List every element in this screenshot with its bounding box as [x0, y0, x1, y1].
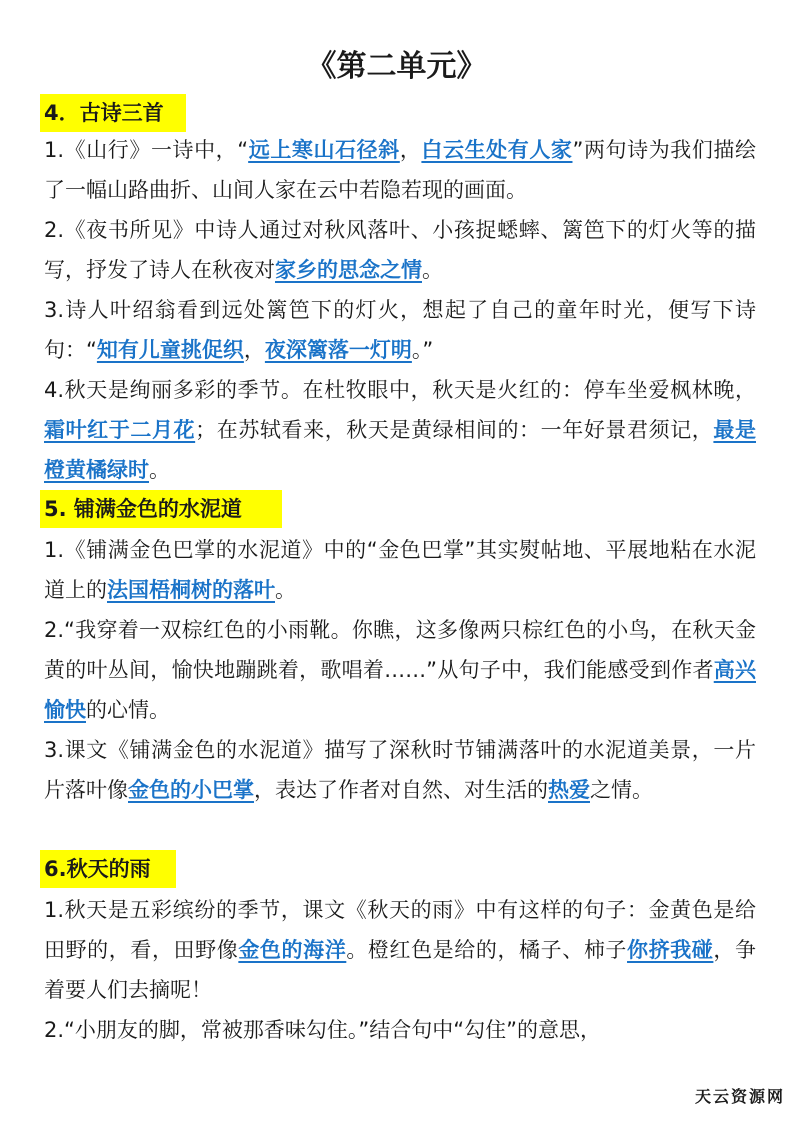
answer-text: 白云生处有人家 [421, 138, 573, 162]
answer-text: 知有儿童挑促织 [96, 338, 244, 362]
paragraph: 3.诗人叶绍翁看到远处篱笆下的灯火，想起了自己的童年时光，便写下诗句：“知有儿童挑促织，夜深篱落一灯明。” [44, 298, 756, 362]
answer-text: 你挤我碰 [627, 938, 714, 962]
answer-text: 热爱 [548, 778, 590, 802]
paragraph: 4.秋天是绚丽多彩的季节。在杜牧眼中，秋天是火红的：停车坐爱枫林晚，霜叶红于二月花；在苏轼看来，秋天是黄绿相间的：一年好景君须记，最是橙黄橘绿时。 [44, 378, 756, 482]
paragraph: 1.《铺满金色巴掌的水泥道》中的“金色巴掌”其实熨帖地、平展地粘在水泥道上的法国梧桐树的落叶。 [44, 538, 756, 602]
answer-text: 最是橙黄橘绿时 [44, 418, 756, 482]
answer-text: 远上寒山石径斜 [248, 138, 400, 162]
watermark-footer: 天云资源网 [694, 1087, 785, 1106]
answer-text: 金色的海洋 [238, 938, 347, 962]
paragraph: 1.秋天是五彩缤纷的季节，课文《秋天的雨》中有这样的句子：金黄色是给田野的，看，田野像金色的海洋。橙红色是给的，橘子、柿子你挤我碰，争着要人们去摘呢！ [44, 898, 756, 1002]
section-heading-1: 4．古诗三首 [40, 94, 186, 132]
section-heading-3: 6.秋天的雨 [40, 850, 176, 888]
answer-text: 金色的小巴掌 [128, 778, 254, 802]
answer-text: 家乡的思念之情 [275, 258, 422, 282]
paragraph: 2.“我穿着一双棕红色的小雨靴。你瞧，这多像两只棕红色的小鸟，在秋天金黄的叶丛间，愉快地蹦跳着，歌唱着……”从句子中，我们能感受到作者高兴愉快的心情。 [44, 618, 756, 722]
section-heading-2: 5. 铺满金色的水泥道 [40, 490, 282, 528]
page-title: 《第二单元》 [306, 49, 487, 84]
paragraph: 1.《山行》一诗中，“远上寒山石径斜，白云生处有人家”两句诗为我们描绘了一幅山路曲折、山间人家在云中若隐若现的画面。 [44, 138, 757, 202]
answer-text: 高兴愉快 [44, 658, 756, 722]
paragraph: 3.课文《铺满金色的水泥道》描写了深秋时节铺满落叶的水泥道美景，一片片落叶像金色的小巴掌，表达了作者对自然、对生活的热爱之情。 [44, 738, 756, 802]
paragraph: 2.《夜书所见》中诗人通过对秋风落叶、小孩捉蟋蟀、篱笆下的灯火等的描写，抒发了诗人在秋夜对家乡的思念之情。 [44, 218, 756, 282]
answer-text: 夜深篱落一灯明 [264, 338, 412, 362]
answer-text: 法国梧桐树的落叶 [107, 578, 275, 602]
paragraph: 2.“小朋友的脚，常被那香味勾住。”结合句中“勾住”的意思， [44, 1018, 602, 1042]
answer-text: 霜叶红于二月花 [44, 418, 196, 442]
